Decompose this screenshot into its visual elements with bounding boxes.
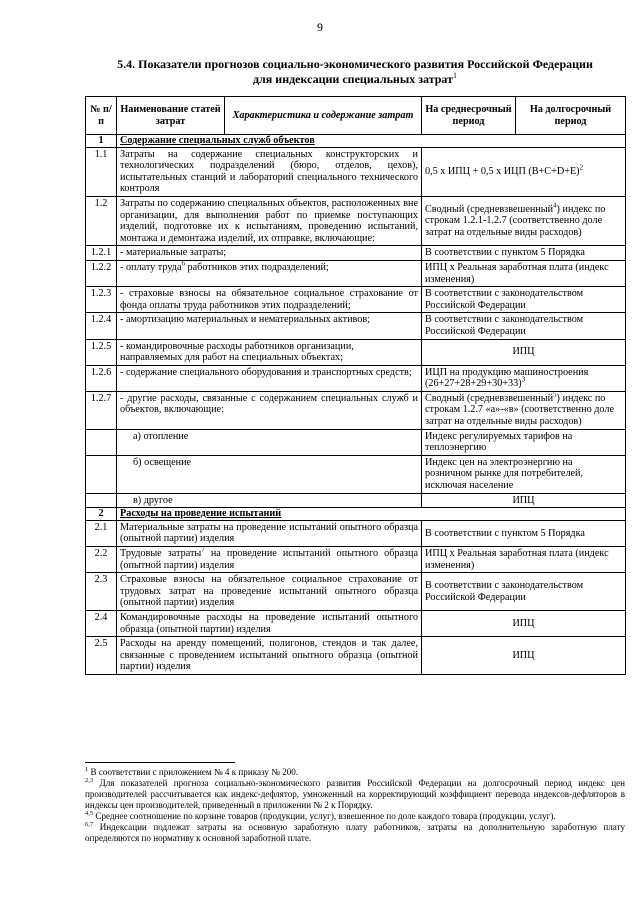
row-description: Расходы на аренду помещений, полигонов, стендов и так далее, связанные с проведением испытаний опытного образца (опытной партии) изделия [117, 637, 422, 675]
header-long-term: На долгосрочный период [516, 97, 626, 135]
footnote [85, 822, 625, 844]
footnote-ref: 2 [579, 163, 584, 172]
row-number: 1.2.7 [86, 391, 117, 429]
row-index-value: ИПЦ [422, 637, 626, 675]
row-number-empty [86, 493, 117, 508]
row-index-value: В соответствии с законодательством Российской Федерации [422, 573, 626, 611]
footnote-ref: 7 [201, 545, 205, 554]
row-description [117, 260, 422, 286]
row-number-empty [86, 455, 117, 493]
footnote-text: Среднее соотношение по корзине товаров (продукции, услуг), взвешенное по доле каждого товара (продукции, услуг). [93, 811, 556, 821]
table-row [86, 313, 626, 339]
section-number: 2 [86, 508, 117, 521]
section-label: Содержание специальных служб объектов [117, 135, 626, 148]
row-description-text: Трудовые затраты [120, 548, 202, 559]
header-name: Наименование статей затрат [117, 97, 225, 135]
row-index-value-text: 0,5 х ИПЦ + 0,5 х ИЦП (В+С+D+E) [425, 165, 580, 177]
footnote-ref: 3 [521, 375, 526, 384]
table-row [86, 547, 626, 573]
row-description: - амортизацию материальных и нематериальных активов; [117, 313, 422, 339]
row-description [117, 547, 422, 573]
row-index-value [422, 147, 626, 196]
row-index-value: В соответствии с законодательством Российской Федерации [422, 287, 626, 313]
row-index-value: ИПЦ х Реальная заработная плата (индекс изменения) [422, 547, 626, 573]
row-index-value-text: ) индекс по строкам 1.2.7 «а»-«в» (соответственно доле затрат на отдельные виды расходов) [425, 392, 614, 428]
row-number: 2.1 [86, 520, 117, 546]
row-index-value: В соответствии с законодательством Российской Федерации [422, 313, 626, 339]
section-label: Расходы на проведение испытаний [117, 508, 626, 521]
header-num: № п/п [86, 97, 117, 135]
row-description: - материальные затраты; [117, 246, 422, 261]
table-row [86, 429, 626, 455]
row-description-text: работников этих подразделений; [184, 261, 329, 273]
row-index-value [422, 196, 626, 245]
section-number: 1 [86, 135, 117, 148]
row-number: 1.2.4 [86, 313, 117, 339]
row-number: 1.2.1 [86, 246, 117, 261]
row-index-value: ИПЦ [422, 493, 626, 508]
row-number: 2.5 [86, 637, 117, 675]
row-index-value: Индекс регулируемых тарифов на теплоэнергию [422, 429, 626, 455]
row-index-value-text: ИЦП на продукцию машиностроения (26+27+28+29+30+33) [425, 366, 589, 390]
row-description: в) другое [117, 493, 422, 508]
row-number: 1.2.2 [86, 260, 117, 286]
table-row [86, 147, 626, 196]
footnote-text: Для показателей прогноза социально-экономического развития Российской Федерации на долгосрочный период индекс цен производителей рассчитывается как индекс-дефлятор, умноженный на корректирующий коэффициент перевода индексов-дефляторов в индексы цен производителей, приведенный в приложении № 2 к Порядку. [85, 778, 625, 810]
row-number: 1.2.5 [86, 339, 117, 365]
title-footnote-ref: 1 [453, 71, 458, 80]
footnote-marker: 6,7 [85, 820, 94, 828]
row-index-value: В соответствии с пунктом 5 Порядка [422, 246, 626, 261]
table-row [86, 246, 626, 261]
title-line-1: 5.4. Показатели прогнозов социально-экономического развития Российской Федерации [117, 57, 593, 71]
row-description: - командировочные расходы работников организации, направляемых для работ на специальных объектах; [117, 339, 422, 365]
row-description: - страховые взносы на обязательное социальное страхование от фонда оплаты труда работников этих подразделений; [117, 287, 422, 313]
row-index-value: ИПЦ [422, 339, 626, 365]
table-row [86, 520, 626, 546]
table-row [86, 455, 626, 493]
row-description: Затраты по содержанию специальных объектов, расположенных вне организации, для выполнения работ по приемке поступающих изделий, подготовке их к испытаниям, проведению испытаний, монтажа и демонтажа изделий, их отправке, включающие: [117, 196, 422, 245]
row-description-text: - оплату труда [120, 261, 182, 273]
footnote-text: В соответствии с приложением № 4 к приказу № 200. [88, 767, 299, 777]
footnote-separator [85, 762, 235, 763]
row-index-value [422, 365, 626, 391]
table-row [86, 365, 626, 391]
footnote-ref: 6 [181, 259, 185, 268]
row-index-value-text: Сводный (средневзвешенный [425, 203, 554, 215]
row-description: Командировочные расходы на проведение испытаний опытного образца (опытной партии) изделия [117, 610, 422, 636]
table-row [86, 260, 626, 286]
table-row [86, 493, 626, 508]
table-header-row [86, 97, 626, 135]
row-number: 1.1 [86, 147, 117, 196]
row-number-empty [86, 429, 117, 455]
footnote-ref: 4 [553, 201, 557, 210]
page-number: 9 [317, 20, 323, 34]
row-number: 2.4 [86, 610, 117, 636]
footnote-ref: 5 [553, 390, 557, 399]
footnote-marker: 4,5 [85, 809, 94, 817]
table-row [86, 573, 626, 611]
table-row [86, 391, 626, 429]
table-section-row [86, 135, 626, 148]
row-number: 2.2 [86, 547, 117, 573]
row-number: 2.3 [86, 573, 117, 611]
row-description: - другие расходы, связанные с содержанием специальных служб и объектов, включающие: [117, 391, 422, 429]
row-description: а) отопление [117, 429, 422, 455]
row-number: 1.2.3 [86, 287, 117, 313]
footnote [85, 767, 625, 778]
row-index-value [422, 391, 626, 429]
table-row [86, 610, 626, 636]
section-title [85, 57, 625, 87]
row-description: Материальные затраты на проведение испытаний опытного образца (опытной партии) изделия [117, 520, 422, 546]
row-number: 1.2.6 [86, 365, 117, 391]
row-description-text: на проведение испытаний опытного образца (опытной партии) изделия [120, 548, 418, 571]
title-line-2 [85, 72, 625, 87]
row-index-value: ИПЦ [422, 610, 626, 636]
row-description: - содержание специального оборудования и транспортных средств; [117, 365, 422, 391]
table-row [86, 196, 626, 245]
row-index-value-text: ) индекс по строкам 1.2.1-1.2.7 (соответственно доле затрат на отдельные виды расходов) [425, 203, 606, 238]
row-index-value: В соответствии с пунктом 5 Порядка [422, 520, 626, 546]
header-characteristic: Характеристика и содержание затрат [225, 97, 422, 135]
row-description: Страховые взносы на обязательное социальное страхование от трудовых затрат на проведение испытаний опытного образца (опытной партии) изделия [117, 573, 422, 611]
table-row [86, 339, 626, 365]
footnotes [85, 767, 625, 844]
header-mid-term: На среднесрочный период [422, 97, 516, 135]
footnote [85, 811, 625, 822]
row-number: 1.2 [86, 196, 117, 245]
title-line-2-text: для индексации специальных затрат [252, 72, 454, 86]
row-index-value: ИПЦ х Реальная заработная плата (индекс изменения) [422, 260, 626, 286]
footnote [85, 778, 625, 811]
footnote-marker: 2,3 [85, 776, 94, 784]
table-section-row [86, 508, 626, 521]
indices-table [85, 96, 626, 675]
row-index-value: Индекс цен на электроэнергию на розничном рынке для потребителей, исключая население [422, 455, 626, 493]
row-index-value-text: Сводный (средневзвешенный [425, 392, 554, 404]
footnote-text: Индексации подлежат затраты на основную заработную плату работников, затраты на дополнительную заработную плату определяются по нормативу к основной заработной плате. [85, 822, 625, 843]
table-row [86, 287, 626, 313]
footnote-marker: 1 [85, 765, 89, 773]
table-row [86, 637, 626, 675]
row-description: Затраты на содержание специальных конструкторских и технологических подразделений (бюро, отделов, цехов), испытательных станций и лабораторий специального технического контроля [117, 147, 422, 196]
row-description: б) освещение [117, 455, 422, 493]
